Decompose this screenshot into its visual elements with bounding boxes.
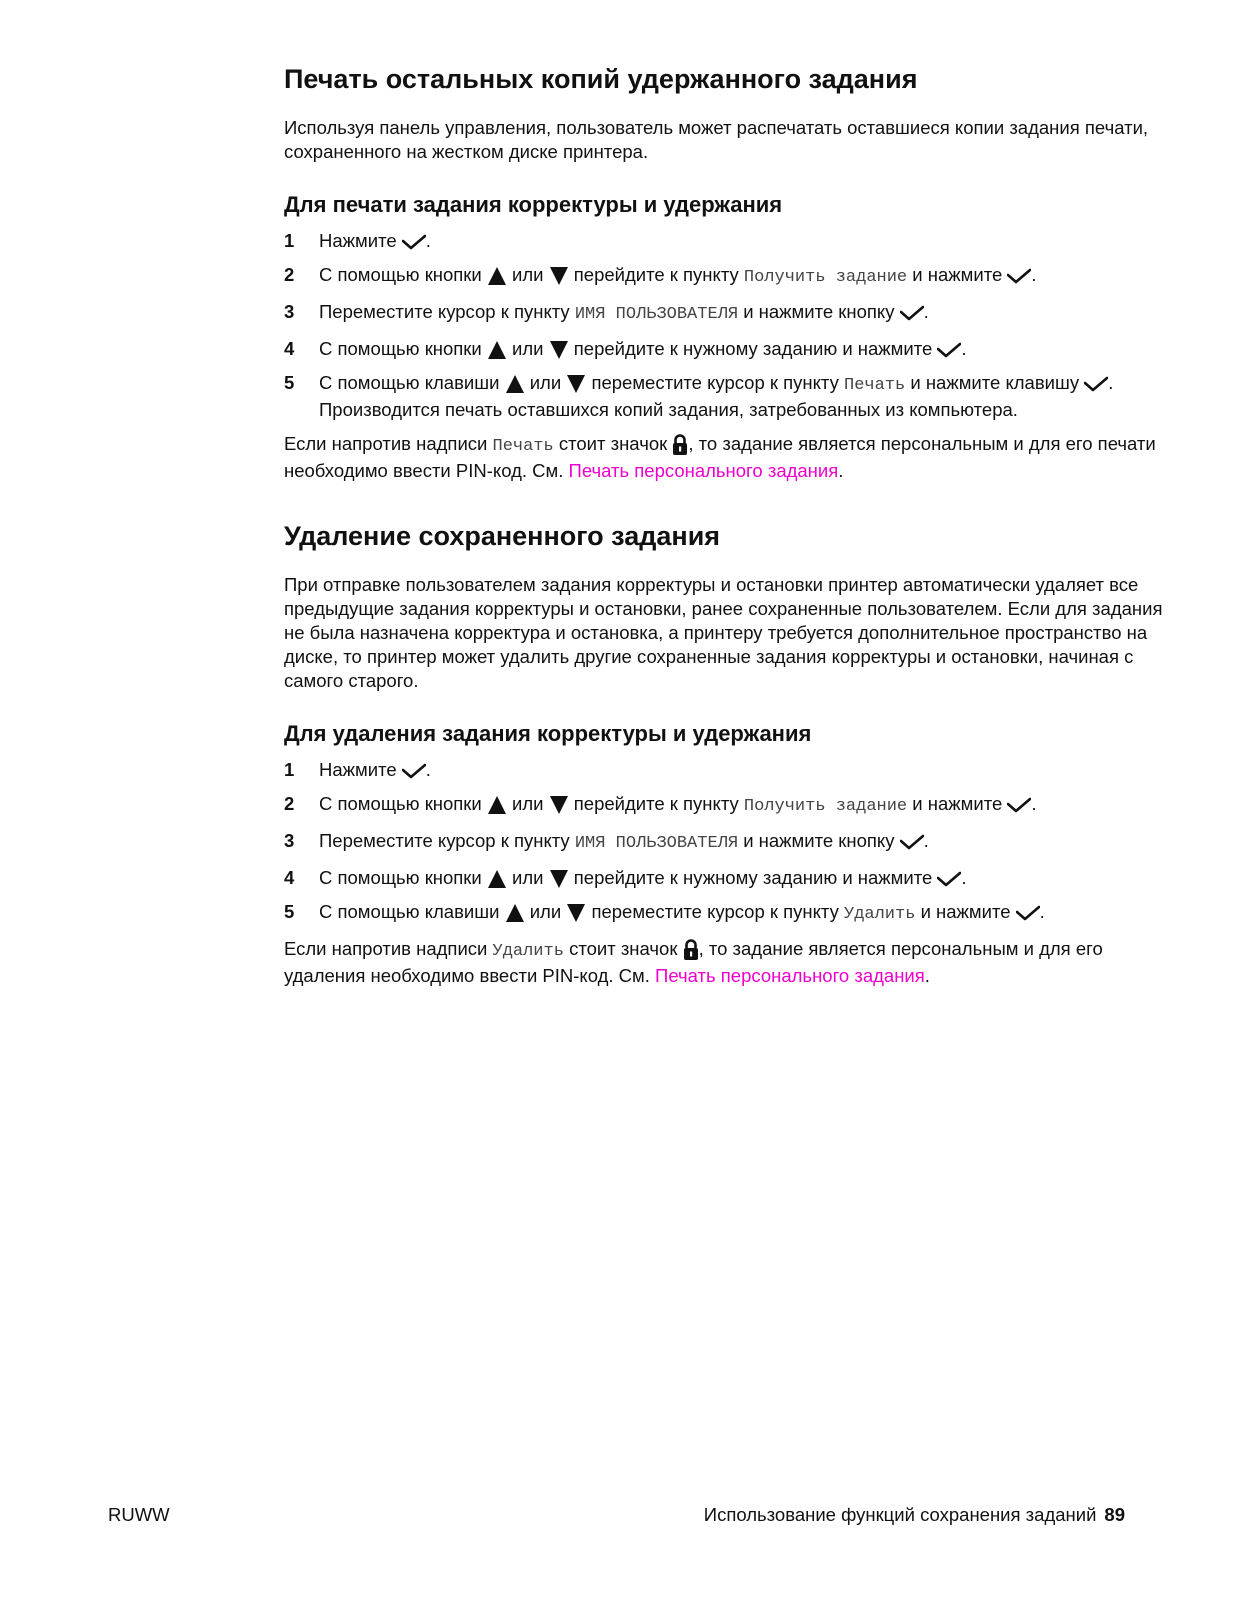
section-title-delete-job: Удаление сохраненного задания — [284, 521, 721, 551]
note-text: стоит значок — [558, 433, 668, 454]
step-text: и нажмите — [920, 901, 1011, 922]
step-number: 5 — [284, 372, 295, 393]
step-text: . — [1031, 264, 1037, 285]
step-number: 3 — [284, 830, 295, 851]
check-icon — [1007, 268, 1031, 284]
note-text: , то задание является персональным и для его удаления необходимо ввести PIN-код. См. — [284, 938, 1103, 986]
down-arrow-icon — [566, 903, 586, 923]
step-text: . — [1039, 901, 1045, 922]
list-item — [284, 371, 1164, 422]
note-text: . — [924, 965, 930, 986]
step-text: С помощью кнопки — [319, 264, 482, 285]
check-icon — [402, 763, 426, 779]
footer-left: RUWW — [108, 1504, 170, 1525]
list-item — [284, 300, 1164, 327]
check-icon — [900, 305, 924, 321]
down-arrow-icon — [566, 374, 586, 394]
menu-item-name: Удалить — [492, 942, 564, 961]
section-intro: Используя панель управления, пользователь может распечатать оставшиеся копии задания печати, сохраненного на жестком диске принтера. — [284, 117, 1149, 162]
steps-list-delete — [284, 758, 1164, 927]
step-text: . — [923, 830, 929, 851]
menu-item-name: Получить задание — [743, 797, 908, 816]
section-intro: При отправке пользователем задания корректуры и остановки принтер автоматически удаляет все предыдущие задания корректуры и остановки, ранее сохраненные пользователем. Если для задания не была назначена корректура и остановка, а принтеру требуется дополнительное пространство на диске, то принтер может удалить другие сохраненные задания корректуры и остановки, начиная с самого старого. — [284, 574, 1163, 691]
page-content — [284, 60, 1164, 988]
step-text: или — [512, 338, 544, 359]
step-text: или — [529, 901, 562, 922]
up-arrow-icon — [487, 266, 507, 286]
step-text: Переместите курсор к пункту — [319, 830, 570, 851]
footer-right — [704, 1503, 1125, 1527]
step-text: С помощью кнопки — [319, 793, 482, 814]
step-text: С помощью клавиши — [319, 372, 500, 393]
menu-item-name: ИМЯ ПОЛЬЗОВАТЕЛЯ — [574, 834, 739, 853]
note-text: Если напротив надписи — [284, 938, 488, 959]
step-text: и нажмите кнопку — [743, 830, 895, 851]
page-number: 89 — [1104, 1504, 1125, 1525]
down-arrow-icon — [549, 795, 569, 815]
menu-item-name: Получить задание — [743, 268, 908, 287]
step-number: 3 — [284, 301, 295, 322]
step-text: . — [425, 230, 431, 251]
list-item — [284, 758, 1164, 782]
note-text: , то задание является персональным и для его печати необходимо ввести PIN-код. См. — [284, 433, 1156, 481]
steps-list-print — [284, 229, 1164, 422]
check-icon — [900, 834, 924, 850]
step-text: С помощью кнопки — [319, 338, 482, 359]
step-text: . — [961, 338, 967, 359]
step-text: перейдите к нужному заданию и нажмите — [573, 867, 933, 888]
up-arrow-icon — [487, 869, 507, 889]
step-number: 1 — [284, 230, 295, 251]
list-item — [284, 229, 1164, 253]
step-text: переместите курсор к пункту — [591, 372, 839, 393]
step-text: или — [512, 867, 544, 888]
down-arrow-icon — [549, 266, 569, 286]
list-item — [284, 866, 1164, 890]
personal-job-link[interactable]: Печать персонального задания — [655, 965, 925, 986]
note-text: Если напротив надписи — [284, 433, 488, 454]
step-text: перейдите к нужному заданию и нажмите — [573, 338, 933, 359]
list-item — [284, 792, 1164, 819]
list-item — [284, 829, 1164, 856]
step-text: или — [512, 793, 544, 814]
step-number: 4 — [284, 867, 295, 888]
step-text: . — [961, 867, 967, 888]
up-arrow-icon — [487, 795, 507, 815]
step-text: С помощью клавиши — [319, 901, 500, 922]
check-icon — [937, 342, 961, 358]
step-number: 1 — [284, 759, 295, 780]
lock-icon — [683, 939, 699, 961]
menu-item-name: ИМЯ ПОЛЬЗОВАТЕЛЯ — [574, 305, 739, 324]
step-text: и нажмите кнопку — [743, 301, 895, 322]
step-text: Переместите курсор к пункту — [319, 301, 570, 322]
step-text: и нажмите — [912, 264, 1003, 285]
check-icon — [402, 234, 426, 250]
footer-chapter-title: Использование функций сохранения заданий — [703, 1504, 1097, 1525]
check-icon — [1016, 905, 1040, 921]
step-text: или — [529, 372, 562, 393]
lock-icon — [672, 434, 688, 456]
note-text: стоит значок — [569, 938, 678, 959]
section-title-print-remaining: Печать остальных копий удержанного задания — [284, 64, 918, 94]
step-text: С помощью кнопки — [319, 867, 482, 888]
step-text: . — [425, 759, 431, 780]
step-text: и нажмите — [912, 793, 1003, 814]
step-number: 4 — [284, 338, 295, 359]
up-arrow-icon — [487, 340, 507, 360]
step-number: 2 — [284, 264, 295, 285]
step-text: . — [923, 301, 929, 322]
up-arrow-icon — [505, 374, 525, 394]
list-item — [284, 900, 1164, 927]
list-item — [284, 263, 1164, 290]
check-icon — [1007, 797, 1031, 813]
step-text: Нажмите — [319, 759, 397, 780]
subsection-title-delete-proof: Для удаления задания корректуры и удержания — [284, 721, 812, 746]
list-item — [284, 337, 1164, 361]
down-arrow-icon — [549, 340, 569, 360]
menu-item-name: Печать — [844, 376, 906, 395]
menu-item-name: Удалить — [844, 905, 916, 924]
note-text: . — [838, 460, 844, 481]
down-arrow-icon — [549, 869, 569, 889]
up-arrow-icon — [505, 903, 525, 923]
step-text: перейдите к пункту — [573, 793, 739, 814]
step-number: 5 — [284, 901, 295, 922]
note-paragraph — [284, 432, 1164, 483]
subsection-title-print-proof: Для печати задания корректуры и удержания — [284, 192, 783, 217]
step-text: и нажмите клавишу — [910, 372, 1080, 393]
check-icon — [1084, 376, 1108, 392]
step-text: . Производится печать оставшихся копий задания, затребованных из компьютера. — [319, 372, 1114, 420]
personal-job-link[interactable]: Печать персонального задания — [568, 460, 839, 481]
step-text: переместите курсор к пункту — [591, 901, 839, 922]
menu-item-name: Печать — [492, 437, 554, 456]
step-text: . — [1031, 793, 1037, 814]
step-number: 2 — [284, 793, 295, 814]
step-text: Нажмите — [319, 230, 397, 251]
note-paragraph — [284, 937, 1164, 988]
step-text: или — [512, 264, 544, 285]
step-text: перейдите к пункту — [573, 264, 739, 285]
check-icon — [937, 871, 961, 887]
